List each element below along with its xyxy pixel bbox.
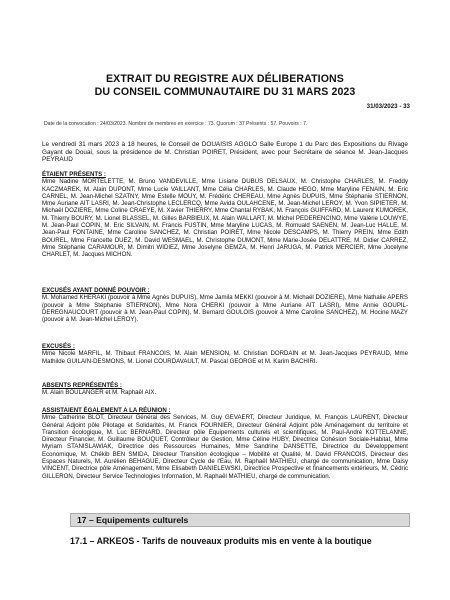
subsection-title: 17.1 – ARKEOS - Tarifs de nouveaux produits mis en vente à la boutique	[70, 536, 372, 546]
section-title-band: 17 – Equipements culturels	[70, 513, 410, 527]
convocation-info: Date de la convocation : 24/03/2023. Nombre de membres en exercice : 73. Quorum : 37 Présents : 57. Pouvoirs : 7.	[44, 121, 308, 127]
document-title-line-1: EXTRAIT DU REGISTRE AUX DÉLIBERATIONS	[106, 73, 344, 85]
excused-power-section	[42, 287, 408, 323]
meeting-intro: Le vendredi 31 mars 2023 à 18 heures, le Conseil de DOUAISIS AGGLO Salle Europe 1 du Parc des Expositions du Rivage Gayant de Douai, sous la présidence de M. Christian POIRET, Président, avec pour Secrétaire de séance M. Jean-Jacques PEYRAUD	[42, 141, 408, 164]
absent-heading: ABSENTS REPRÉSENTÉS :	[42, 382, 122, 389]
deliberation-reference: 31/03/2023 - 33	[366, 103, 410, 110]
excused-power-list: M. Mohamed KHERAKI (pouvoir à Mme Agnès DUPUIS), Mme Jamila MEKKI (pouvoir à M. Michaël DOZIERE), Mme Nathalie APERS (pouvoir à Mme Stéphanie STIERNON), Mme Nora CHERKI (pouvoir à Mme Auriane AIT LASRI), Mme Annie GOUPIL-DEREGNAUCOURT (pouvoir à M. Jean-Paul COPIN), M. Bernard GOULOIS (pouvoir à Mme Caroline SANCHEZ), M. Hocine MAZY (pouvoir à M. Jean-Michel LEROY).	[42, 294, 408, 324]
excused-section	[42, 343, 408, 365]
present-section	[42, 171, 408, 259]
absent-list: M. Alain BOULANGER et M. Raphaël AIX.	[42, 389, 157, 397]
excused-list: Mme Nicole MARFIL, M. Thibaut FRANCOIS, M. Alain MENSION, M. Christian DORDAIN et M. Jean-Jacques PEYRAUD, Mme Mathilde GUILAIN-DESMONS, M. Lionel COURDAVAULT, M. Pascal GEORGE et M. Karim BACHIRI.	[42, 350, 408, 365]
excused-power-heading: EXCUSÉS AYANT DONNÉ POUVOIR :	[42, 287, 150, 294]
assist-list: Mme Catherine BLOT, Directeur Général des Services, M. Guy GEVAERT, Directeur Juridique, M. François LAURENT, Directeur Général Adjoint pôle Pilotage et Solidarités, M. Franck FOURNIER, Directeur Général Adjoint pôle Aménagement du territoire et Transition écologique, M. Luc BERNARD, Directeur pôle Equipements culturels et scientifiques, M. Paul-André KOTTELANNE, Directeur Financier, M. Guillaume BOUQUET, Contrôleur de Gestion, Mme Céline HUBY, Directrice Cohésion Sociale-Habitat, Mme Myriam STANISLAWIAK, Directrice des Ressources Humaines, Mme Sandrine DANSETTE, Directrice du Développement Economique, M. Chékib BEN SMIDA, Directeur Transition écologique – Mobilité et Qualité, M. David FRANCOIS, Directeur des Espaces Naturels, M. Aurélien BEHAGUE, Directeur Cycle de l'Eau, M. Raphaël MATHIEU, chargé de communication, Mme Daisy VINCENT, Directrice pôle Aménagement, Mme Elisabeth DANIELEWSKI, Directrice Prospective et financements extérieurs, M. Cédric GILLERON, Directeur Service Technologies Information, M. Raphaël MATHIEU, chargé de communication.	[42, 414, 408, 480]
absent-section	[42, 382, 408, 397]
excused-heading: EXCUSÉS :	[42, 343, 75, 350]
assist-section	[42, 407, 408, 480]
assist-heading: ASSISTAIENT ÉGALEMENT A LA RÉUNION :	[42, 407, 171, 414]
present-heading: ÉTAIENT PRÉSENTS :	[42, 171, 106, 178]
present-list: Mme Nadine MORTELETTE, M. Bruno VANDEVILLE, Mme Lisiane DUBUS DELSAUX, M. Christophe CHARLES, M. Freddy KACZMAREK, M. Alain DUPONT, Mme Lucie VAILLANT, Mme Célia CHARLES, M. Claude HEGO, Mme Maryline FENAIN, M. Eric CARNEL, M. Jean-Michel SZATNY, Mme Estelle MOUY, M. Frédéric CHEREAU, Mme Agnès DUPUIS, Mme Stéphanie STIERNON, Mme Auriane AIT LASRI, M. Jean-Christophe LECLERCQ, Mme Avida OULAHCENE, M. Jean-Michel LEROY, M. Yvon SIPIETER, M. Michaël DOZIERE, Mme Coline CRAEYE, M. Xavier THIERRY, Mme Chantal RYBAK, M. François GUIFFARD, M. Laurent KUMOREK, M. Thierry BOURY, M. Lionel BLASSEL, M. Gilles BARBIEUX, M. Alain WALLART, M. Michel PEDERENCINO, Mme Valérie LOUWYE, M. Jean-Paul COPIN, M. Eric SILVAIN, M. Francis FUSTIN, Mme Maryline LUCAS, M. Romuald SAENEN, M. Jean-Luc HALLE, M. Jean-Paul FONTAINE, Mme Caroline SANCHEZ, M. Christian POIRET, Mme Nicole DESCAMPS, M. Thierry PREIN, Mme Edith BOUREL, Mme Francette DUEZ, M. David WESMAEL, M. Christophe DUMONT, Mme Marie-Josée DELATTRE, M. Didier CARREZ, Mme Stéphanie CARAMOUR, M. Dimitri WIDIEZ, Mme Joselyne GEMZA, M. Henri JARUGA, M. Patrick MERCIER, Mme Jocelyne CHARLET, M. Jacques MICHON.	[42, 178, 408, 259]
document-title-line-2: DU CONSEIL COMMUNAUTAIRE DU 31 MARS 2023	[94, 86, 356, 98]
